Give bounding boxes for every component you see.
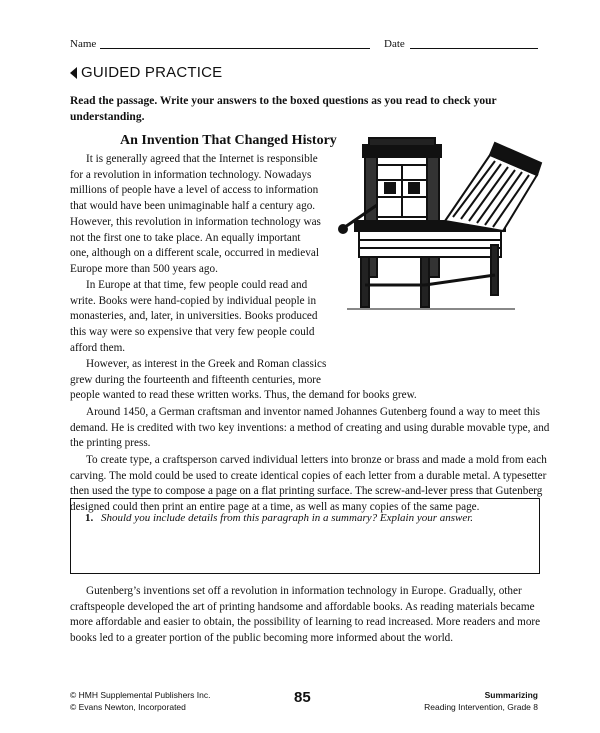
name-line[interactable] xyxy=(100,48,370,49)
instructions: Read the passage. Write your answers to the boxed questions as you read to check your understanding. xyxy=(70,95,497,123)
p1-line: Europe more than 500 years ago. xyxy=(70,262,218,275)
p4-line: Around 1450, a German craftsman and inventor named Johannes Gutenberg found a way to meet this xyxy=(86,406,541,418)
date-label: Date xyxy=(384,38,405,50)
passage-paragraph-4 xyxy=(70,405,550,452)
question-number: 1. xyxy=(85,512,94,524)
date-line[interactable] xyxy=(410,48,538,49)
question-text: Should you include details from this paragraph in a summary? Explain your answer. xyxy=(101,512,474,524)
p2-line: write. Books were hand-copied by individual people in xyxy=(70,294,317,307)
p5-line: then used the type to compose a page on a flat printing surface. The screw-and-lever press that Gutenberg xyxy=(70,485,543,498)
page-number: 85 xyxy=(294,689,311,706)
p1-line: millions of people have a level of access to information xyxy=(70,184,319,197)
p2-line: this way were so expensive that very few people could xyxy=(70,326,315,339)
p4-line: demand. He is credited with two key inventions: a method of creating and using durable movable type, and xyxy=(70,421,550,434)
footer-course-info xyxy=(424,689,538,713)
p6-line: books led to a greater portion of the public becoming more informed about the world. xyxy=(70,632,454,645)
p2-line: monasteries, and, later, in universities. Books produced xyxy=(70,310,318,323)
passage-paragraph-3 xyxy=(70,357,540,404)
footer-copyright xyxy=(70,689,210,713)
copyright-line: © Evans Newton, Incorporated xyxy=(70,702,186,712)
p5-line: carving. The mold could be used to create identical copies of each letter from a durable metal. A typesetter xyxy=(70,469,547,482)
passage-paragraph-2 xyxy=(70,278,332,357)
p1-line: that would have been unimaginable half a century ago. xyxy=(70,200,316,213)
p1-line: It is generally agreed that the Internet is responsible xyxy=(86,153,318,165)
name-label: Name xyxy=(70,38,97,50)
printing-press-illustration xyxy=(325,135,547,315)
p1-line: for a revolution in information technology. Nowadays xyxy=(70,168,312,181)
p2-line: afford them. xyxy=(70,341,126,354)
p4-line: the printing press. xyxy=(70,437,151,450)
passage-paragraph-1 xyxy=(70,152,332,278)
p3-line: grew during the fourteenth and fifteenth centuries, more xyxy=(70,373,322,386)
p2-line: In Europe at that time, few people could read and xyxy=(86,279,308,291)
p5-line: designed could then print an entire page at a time, as well as many copies of the same page. xyxy=(70,501,480,514)
section-label: GUIDED PRACTICE xyxy=(81,64,223,81)
footer-topic: Summarizing xyxy=(484,690,538,700)
p1-line: one, although on a different scale, occurred in medieval xyxy=(70,247,319,260)
p5-line: To create type, a craftsperson carved individual letters into bronze or brass and made a mold from each xyxy=(86,454,547,466)
p1-line: However, this revolution in information technology was xyxy=(70,215,321,228)
passage-paragraph-6 xyxy=(70,584,550,647)
p1-line: not the first one to take place. An equally important xyxy=(70,231,301,244)
triangle-left-icon xyxy=(70,67,77,79)
p6-line: Gutenberg’s inventions set off a revolution in information technology in Europe. Gradually, other xyxy=(86,585,522,597)
section-heading xyxy=(70,64,222,81)
copyright-line: © HMH Supplemental Publishers Inc. xyxy=(70,690,211,700)
footer-course: Reading Intervention, Grade 8 xyxy=(424,702,538,712)
p3-line: However, as interest in the Greek and Roman classics xyxy=(86,358,327,370)
question-answer-box[interactable] xyxy=(70,498,540,574)
p6-line: craftspeople developed the art of printing handsome and affordable books. As reading materials became xyxy=(70,600,535,613)
p3-line: people wanted to read these written works. Thus, the demand for books grew. xyxy=(70,389,417,402)
p6-line: more affordable and easier to obtain, the possibility of learning to read increased. More readers and more xyxy=(70,616,541,629)
passage-title: An Invention That Changed History xyxy=(120,133,337,148)
